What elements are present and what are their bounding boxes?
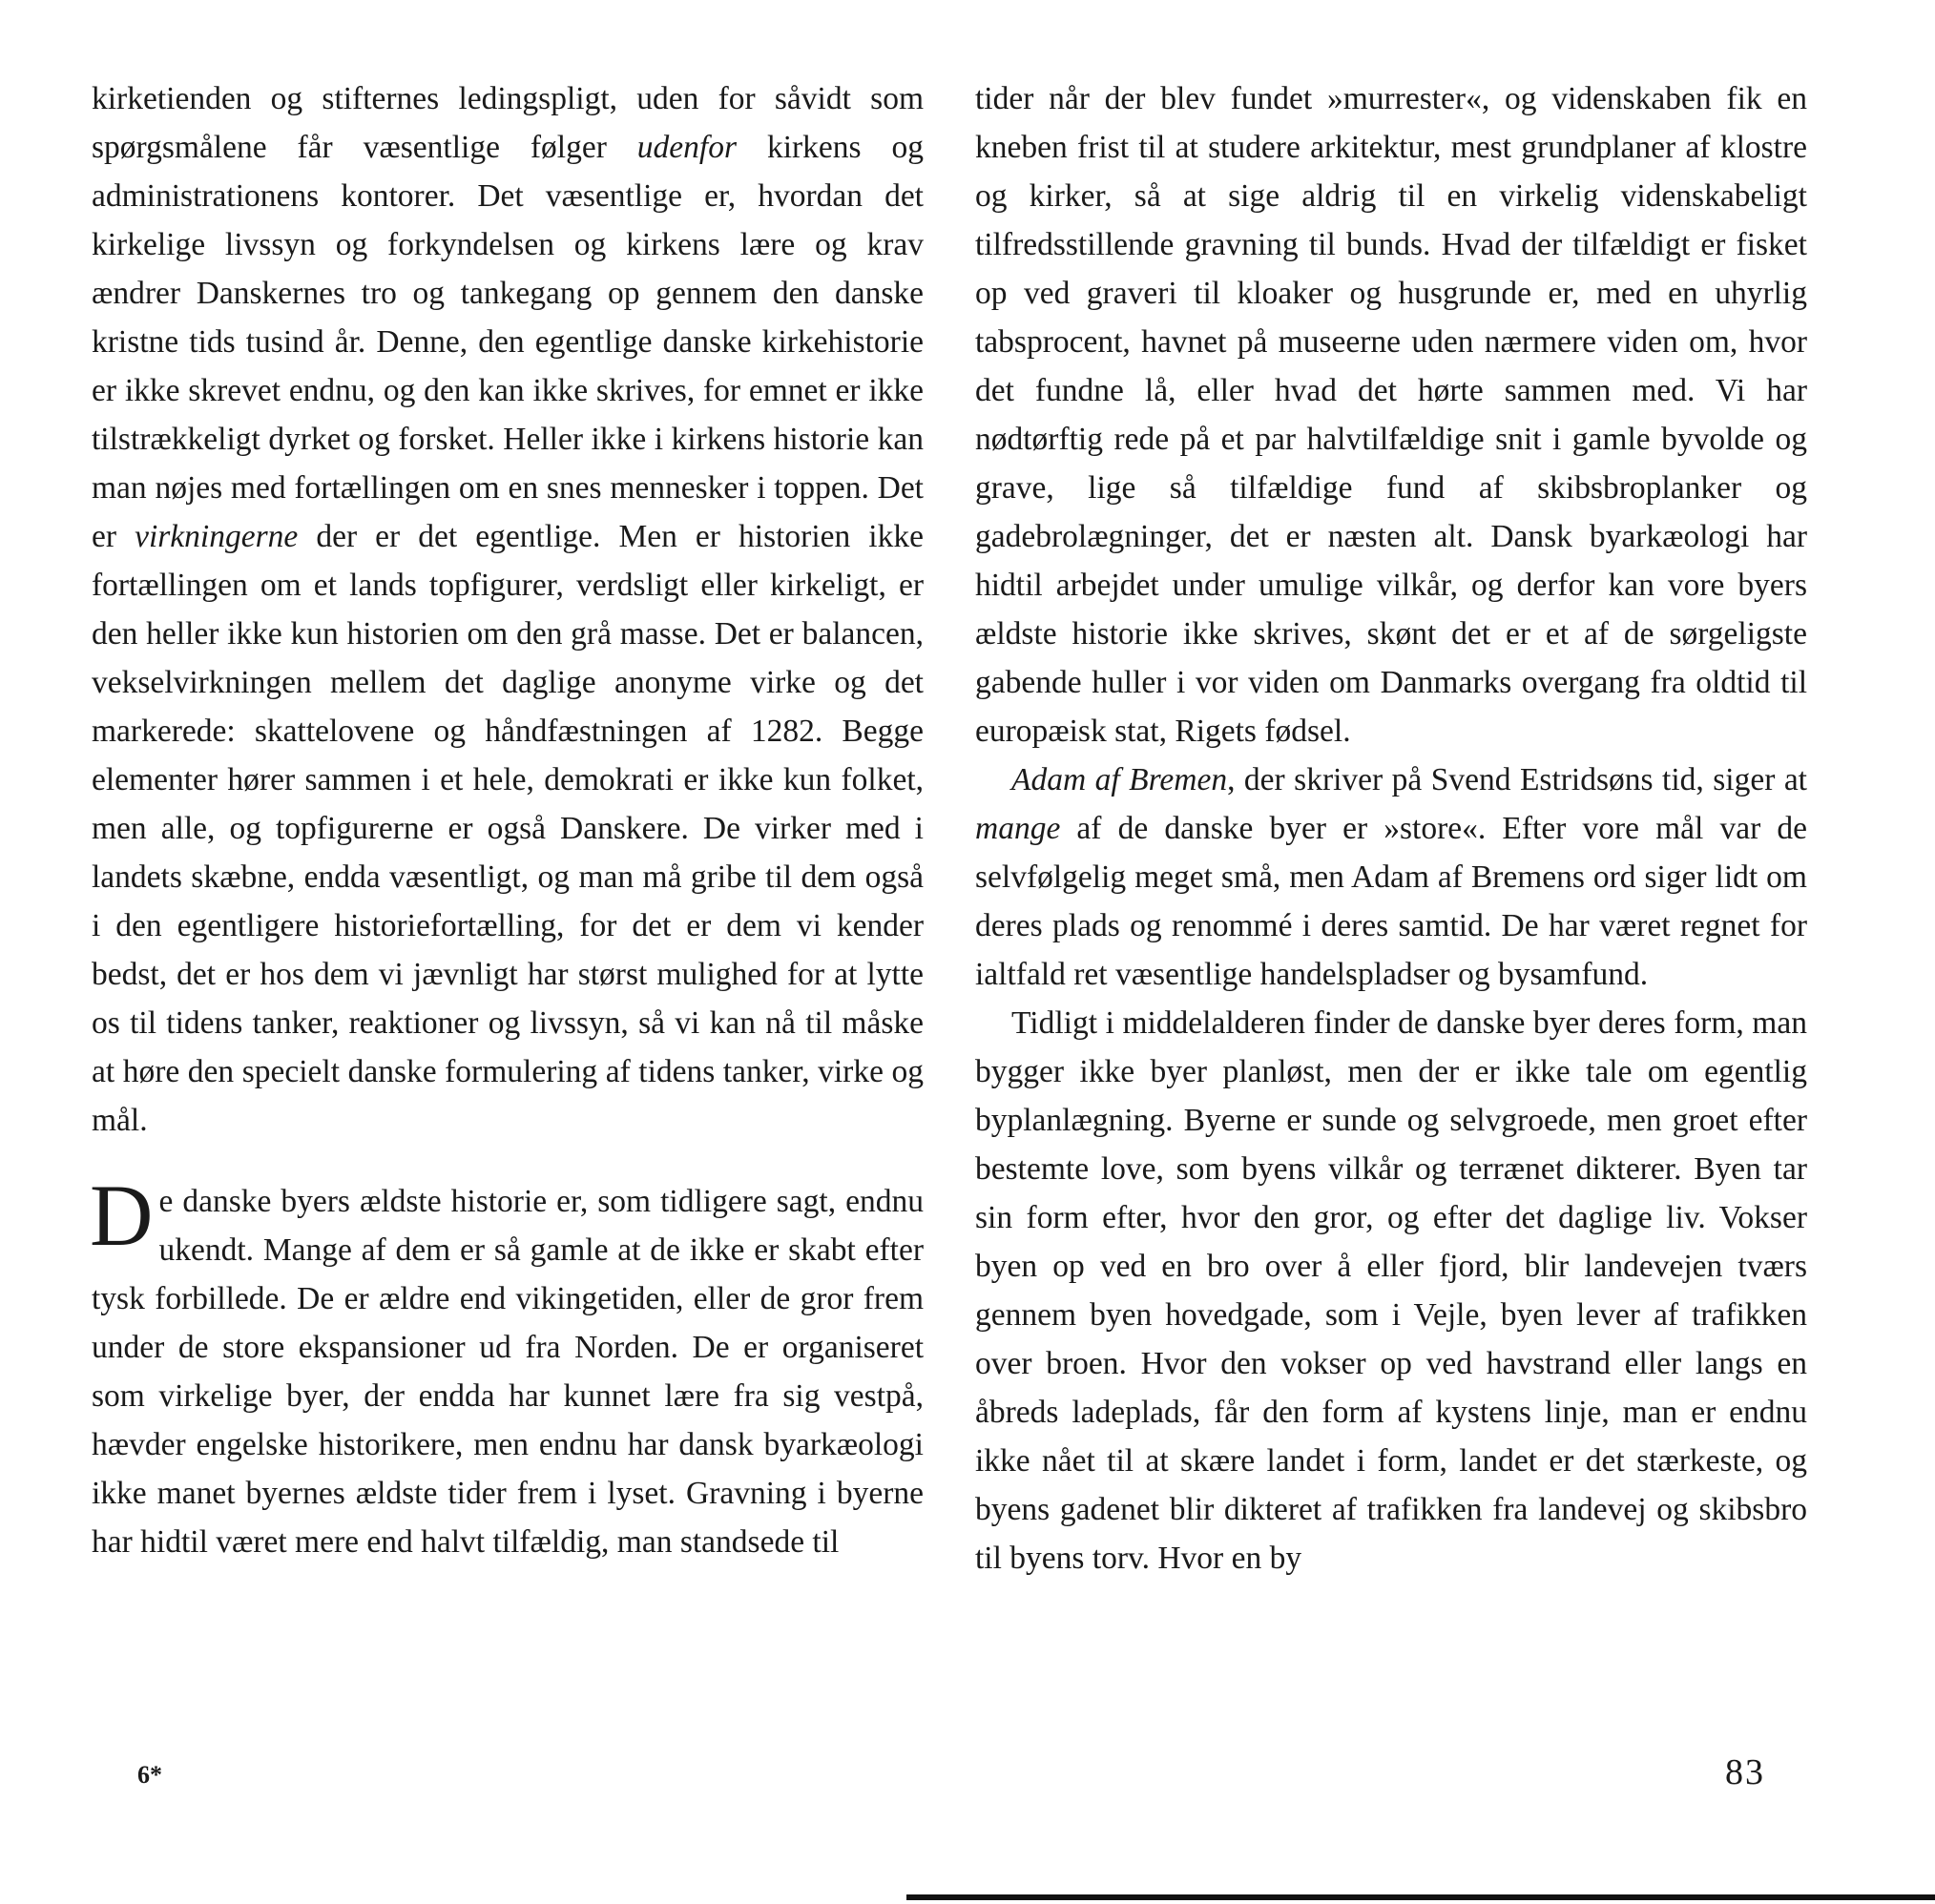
text-run: af de danske byer er »store«. Efter vore mål var de selvfølgelig meget små, men Adam af Bremens ord siger lidt om deres plads og renommé i deres samtid. De har været regnet for ialtfald ret væsentlige handelspladser og bysamfund. — [975, 811, 1807, 992]
text-run: e danske byers ældste historie er, som tidligere sagt, endnu ukendt. Mange af dem er så gamle at de ikke er skabt efter tysk forbillede. De er ældre end vikingetiden, eller de gror frem under de store ekspansioner ud fra Norden. De er organiseret som virkelige byer, der endda har kunnet lære fra sig vestpå, hævder engelske historikere, men endnu har dansk byarkæologi ikke manet byernes ældste tider frem i lyset. Gravning i byerne har hidtil været mere end halvt tilfældig, man standsede til — [92, 1184, 924, 1560]
text-run: kirketienden og stifternes ledingspligt, uden for såvidt som spørgsmålene får væsentlige følger — [92, 81, 924, 165]
paragraph-danish-towns — [90, 1167, 924, 1566]
italic-adam-af-bremen: Adam af Bremen — [1011, 762, 1228, 797]
text-run: , der skriver på Svend Estridsøns tid, siger at — [1227, 762, 1807, 797]
paragraph-town-form: Tidligt i middelalderen finder de danske byer deres form, man bygger ikke byer planløst, men der er ikke tale om egentlig byplanlægning. Byerne er sunde og selvgroede, men groet efter bestemte love, som byens vilkår og terrænet dikterer. Byen tar sin form efter, hvor den gror, og efter det daglige liv. Vokser byen op ved en bro over å eller fjord, blir landevejen tværs gennem byen hovedgade, som i Vejle, byen lever af trafikken over broen. Hvor den vokser op ved havstrand eller langs en åbreds ladeplads, får den form af kystens linje, man er endnu ikke nået til at skære landet i form, landet er det stærkeste, og byens gadenet blir dikteret af trafikken fra landevej og skibsbro til byens torv. Hvor en by — [975, 1005, 1807, 1576]
italic-udenfor: udenfor — [636, 130, 738, 165]
scan-edge-rule — [906, 1894, 1935, 1900]
left-column — [92, 74, 924, 1566]
paragraph-church-history — [92, 74, 924, 1145]
italic-virkningerne: virkningerne — [135, 519, 299, 554]
paragraph-adam-of-bremen — [975, 755, 1807, 999]
right-column — [975, 74, 1807, 1583]
text-run: der er det egentlige. Men er historien ikke fortællingen om et lands topfigurer, verdsligt eller kirkeligt, er den heller ikke kun historien om den grå masse. Det er balancen, vekselvirkningen mellem det daglige anonyme virke og det markerede: skattelovene og håndfæstningen af 1282. Begge elementer hører sammen i et hele, demokrati er ikke kun folket, men alle, og topfigurerne er også Danskere. De virker med i landets skæbne, endda væsentligt, og man må gribe til dem også i den egentligere historiefortælling, for det er dem vi kender bedst, det er hos dem vi jævnligt har størst mulighed for at lytte os til tidens tanker, reaktioner og livssyn, så vi kan nå til måske at høre den specielt danske formulering af tidens tanker, virke og mål. — [92, 519, 924, 1138]
text-run: kirkens og administrationens kontorer. Det væsentlige er, hvordan det kirkelige livssyn og forkyndelsen og kirkens lære og krav ændrer Danskernes tro og tankegang op gennem den danske kristne tids tusind år. Denne, den egentlige danske kirkehistorie er ikke skrevet endnu, og den kan ikke skrives, for emnet er ikke tilstrækkeligt dyrket og forsket. Heller ikke i kirkens historie kan man nøjes med fortællingen om en snes mennesker i toppen. Det er — [92, 130, 924, 554]
paragraph-excavations: tider når der blev fundet »murrester«, og videnskaben fik en kneben frist til at studere arkitektur, mest grundplaner af klostre og kirker, så at sige aldrig til en virkelig videnskabeligt tilfredsstillende gravning til bunds. Hvad der tilfældigt er fisket op ved graveri til kloaker og husgrunde er, med en uhyrlig tabsprocent, havnet på museerne uden nærmere viden om, hvor det fundne lå, eller hvad det hørte sammen med. Vi har nødtørftig rede på et par halvtilfældige snit i gamle byvolde og grave, lige så tilfældige fund af skibsbroplanker og gadebrolægninger, det er næsten alt. Dansk byarkæologi har hidtil arbejdet under umulige vilkår, og derfor kan vore byers ældste historie ikke skrives, skønt det er et af de sørgeligste gabende huller i vor viden om Danmarks overgang fra oldtid til europæisk stat, Rigets fødsel. — [975, 81, 1807, 749]
section-spacer — [92, 1145, 924, 1177]
signature-mark: 6* — [137, 1761, 162, 1789]
drop-cap: D — [90, 1167, 154, 1264]
page-number: 83 — [1725, 1752, 1765, 1792]
italic-mange: mange — [975, 811, 1061, 846]
